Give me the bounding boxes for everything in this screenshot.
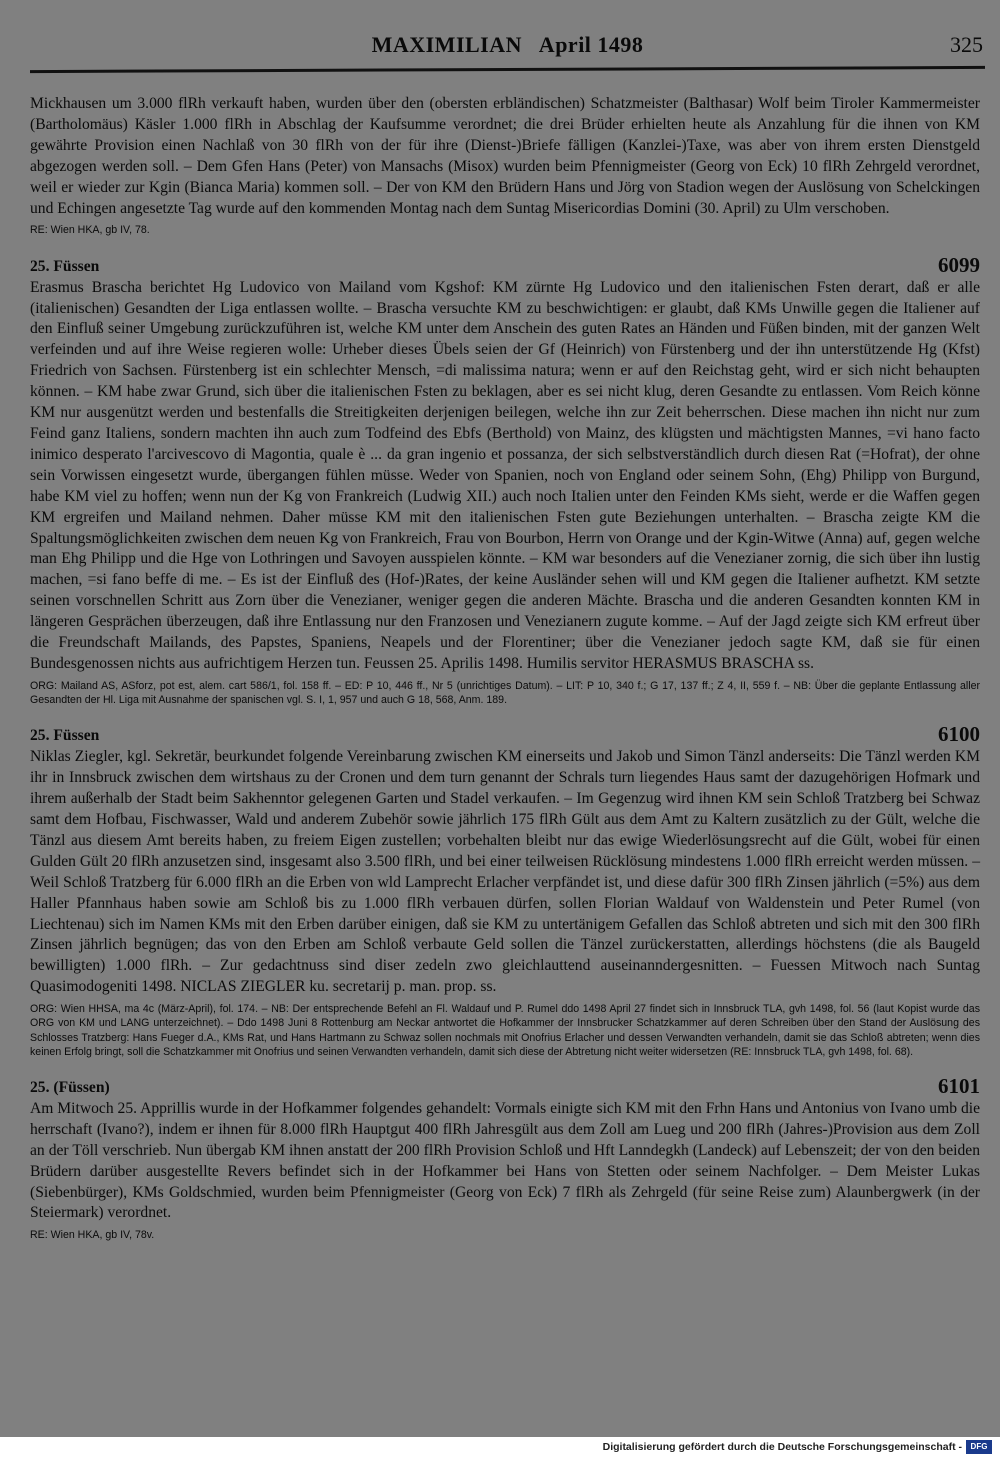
- page-content: [30, 94, 980, 1243]
- dfg-logo: DFG: [966, 1440, 992, 1454]
- entry-note: ORG: Wien HHSA, ma 4c (März-April), fol. 174. – NB: Der entsprechende Befehl an Fl. Waldauf und P. Rumel ddo 1498 April 27 findet sich in Innsbruck TLA, gvh 1498, fol. 56 (laut Kopist wurde das ORG von KM und LANG unterzeichnet). – Ddo 1498 Juni 8 Rottenburg am Neckar antwortet die Hofkammer der Innsbrucker Schatzkammer auf deren Schreiben über den Stand der Auslösung des Schlosses Tratzberg: Hans Fueger d.A., KMs Rat, und Hans Hartmann zu Schwaz sollen nochmals mit Onofrius Erlacher und dessen Verwandten verhandeln, damit sie das Schloß abtreten; wenn dies keinen Erfolg bringt, soll die Schatzkammer mit Onofrius und seinen Verwandten verhandeln, damit sich diese der Abtretung nicht weiter widersetzen (RE: Innsbruck TLA, gvh 1498, fol. 68).: [30, 1003, 980, 1058]
- entry-date: 25. Füssen: [30, 727, 100, 745]
- entry-heading: [30, 250, 980, 278]
- regest-entry-6100: [30, 719, 980, 1059]
- entry-heading: [30, 719, 980, 747]
- funding-credit: Digitalisierung gefördert durch die Deutsche Forschungsgemeinschaft -: [602, 1441, 962, 1453]
- intro-note: RE: Wien HKA, gb IV, 78.: [30, 224, 150, 237]
- page-number: 325: [950, 32, 983, 57]
- entry-text: Erasmus Brascha berichtet Hg Ludovico von Mailand vom Kgshof: KM zürnte Hg Ludovico und den italienischen Fsten derart, daß er alle (italienischen) Gesandten der Liga entlassen wollte. – Brascha versuchte KM zu beschwichtigen: er glaubt, daß KMs Unwille gegen die Italiener auf den Einfluß seiner Umgebung zurückzuführen ist, welche KM unter dem Anschein des guten Rates an Händen und Füßen binden, mit der ganzen Welt verfeinden und auf ihre Weise regieren wolle: Urheber dieses Übels seien der Gf (Heinrich) von Fürstenberg und der ihn unterstützende Hg (Kfst) Friedrich von Sachsen. Fürstenberg ist ein schlechter Mensch, =di malissima natura; wenn er auf den Reichstag geht, wird er sich nicht behaupten können. – KM habe zwar Grund, sich über die italienischen Fsten zu beklagen, aber es sei nicht klug, deren Gesandte zu entlassen. Vom Reich könne KM nur ausgenützt werden und bestenfalls die Streitigkeiten derjenigen beilegen, welche ihn zur Zeit beherrschen. Diese machen ihn nicht nur zum Feind ganz Italiens, sondern machten ihn auch zum Todfeind des Ebfs (Berthold) von Mainz, des klügsten und mächtigsten Mannes, =vi hano facto inimico desperato l'arcivescovo di Magontia, quale è ... da gran ingenio et possanza, der sich selbstverständlich durch diesen Rat (=Hofrat), der ohne sein Vorwissen eingesetzt wurde, übergangen fühlen müsse. Weder von Spanien, noch von England oder seinem Sohn, (Ehg) Philipp von Burgund, habe KM viel zu hoffen; wenn nun der Kg von Frankreich (Ludwig XII.) auch noch Italien unter den Feinden KMs sieht, werde er die Waffen gegen KM ergreifen und Mailand nehmen. Daher müsse KM mit den italienischen Fsten gute Beziehungen unterhalten. – Brascha zeigte KM die Spaltungsmöglichkeiten zwischen dem neuen Kg von Frankreich, Frau von Bourbon, Herrn von Orange und der Kgin-Witwe (Anna) auf, gegen welche man Ehg Philipp und die Hge von Lothringen und Savoyen ausspielen könnte. – KM war besonders auf die Venezianer zornig, die sich über ihn lustig machen, =si fano beffe di me. – Es ist der Einfluß des (Hof-)Rates, der keine Ausländer sehen will und KM gegen die Italiener aufhetzt. KM setzte seinen vorschnellen Schritt aus Zorn über die Venezianer, weniger gegen die anderen Mächte. Brascha und die anderen Gesandten konnten KM in längeren Gesprächen überzeugen, daß ihre Entlassung nur den Franzosen und Venezianern zugute komme. – Auf der Jagd zeigte sich KM erfreut über die Freundschaft Mailands, des Papstes, Spaniens, Neapels und der Florentiner; über die Venezianer jedoch sagte KM, daß sie für einen Bundesgenossen nichts aus aufrichtigem Herzen tun. Feussen 25. Aprilis 1498. Humilis servitor HERASMUS BRASCHA ss.: [30, 278, 980, 672]
- entry-number: 6100: [938, 722, 980, 747]
- entry-number: 6099: [938, 252, 980, 277]
- intro-paragraph: Mickhausen um 3.000 flRh verkauft haben, wurden über den (obersten erbländischen) Schatzmeister (Balthasar) Wolf beim Tiroler Kammermeister (Bartholomäus) Käsler 1.000 flRh in Abschlag der Kaufsumme verordnet; die drei Brüder erhielten heute als Anzahlung für die ihnen von KM gewährte Provision einen Nachlaß von 30 flRh von der für ihre (Dienst-)Briefe fälligen (Kanzlei-)Taxe, was aber von ihrem ersten Dienstgeld abgezogen werden soll. – Dem Gfen Hans (Peter) von Mansachs (Misox) wurden beim Pfennigmeister (Georg von Eck) 10 flRh Zehrgeld verordnet, weil er wieder zur Kgin (Bianca Maria) kommen soll. – Der von KM den Brüdern Hans und Jörg von Stadion wegen der Auslösung von Schelckingen und Echingen angesetzte Tag wurde auf den kommenden Montag nach dem Suntag Misericordias Domini (30. April) zu Ulm verschoben.: [30, 95, 980, 217]
- entry-text: Niklas Ziegler, kgl. Sekretär, beurkundet folgende Vereinbarung zwischen KM einerseits und Jakob und Simon Tänzl anderseits: Die Tänzl werden KM ihr in Innsbruck zwischen dem wirtshaus zu der Cronen und dem turn genannt der Schrals turn liegendes Haus samt der dazugehörigen Hofmark und ihrem außerhalb der Stadt beim Sakhenntor gelegenen Garten und Stadel verkaufen. – Im Gegenzug wird ihnen KM sein Schloß Tratzberg bei Schwaz samt dem Hofbau, Fischwasser, Wald und anderem Zubehör sowie jährlich 175 flRh Gült aus dem Amt zu Kaltern zusätzlich zu der Gült, welche die Tänzl aus diesem Amt bereits haben, zu freiem Eigen zustellen; vorbehalten bleibt nur das ewige Wiederlösungsrecht auf die Gült, wobei für einen Gulden Gült 20 flRh anzusetzen sind, insgesamt also 3.500 flRh, und bei einer teilweisen Rücklösung mindestens 1.000 flRh erreicht werden müssen. – Weil Schloß Tratzberg für 6.000 flRh an die Erben von wld Lamprecht Erlacher verpfändet ist, und diese dafür 300 flRh Zinsen jährlich (=5%) aus dem Haller Pfannhaus haben sowie am Schloß bis zu 1.000 flRh verbauen dürfen, sollen Florian Waldauf von Waldenstein und Peter Rumel (von Liechtenau) sich im Namen KMs mit den Erben darüber einigen, daß sie KM zu untertänigem Gefallen das Schloß abtreten und sich mit den 300 flRh Zinsen jährlich begnügen; das von den Erben am Schloß verbaute Geld sollen die Tänzel zurückerstatten, allerdings höchstens (die als Baugeld bewilligten) 1.000 flRh. – Zur gedachtnuss sind diser zedeln zwo gleichlauttend auseinanndergesnitten. – Fuessen Mitwoch nach Suntag Quasimodogeniti 1498. NICLAS ZIEGLER ku. secretarij p. man. prop. ss.: [30, 748, 980, 996]
- page-header: [30, 32, 985, 68]
- regest-entry-6099: [30, 250, 980, 708]
- running-title: MAXIMILIAN April 1498: [371, 32, 644, 57]
- entry-date: 25. Füssen: [30, 257, 100, 275]
- entry-text: Am Mitwoch 25. Apprillis wurde in der Hofkammer folgendes gehandelt: Vormals einigte sich KM mit den Frhn Hans und Antonius von Ivano umb die herrschaft (Ivano?), indem er ihnen für 8.000 flRh Hauptgut 400 flRh Jahresgült aus dem Zoll am Lueg und 200 flRh (Jahres-)Provision aus dem Zoll an der Töll verschrieb. Nun übergab KM ihnen anstatt der 200 flRh Provision Schloß und Hft Lanndegkh (Landeck) auf Lebenszeit; der von den beiden Brüdern darüber ausgestellte Revers befindet sich in der Hofkammer bei Hans von Stetten oder seinem Nachfolger. – Dem Meister Lukas (Siebenbürger), KMs Goldschmied, wurden beim Pfennigmeister (Georg von Eck) 7 flRh als Zehrgeld (für seine Reise zum) Alaunbergwerk (in der Steiermark) verordnet.: [30, 1099, 980, 1222]
- entry-number: 6101: [938, 1073, 980, 1098]
- regest-entry-6101: [30, 1071, 980, 1243]
- entry-note: RE: Wien HKA, gb IV, 78v.: [30, 1229, 155, 1242]
- entry-note: ORG: Mailand AS, ASforz, pot est, alem. cart 586/1, fol. 158 ff. – ED: P 10, 446 ff., Nr 5 (unrichtiges Datum). – LIT: P 10, 340 f.; G 17, 137 ff.; Z 4, II, 559 f. – NB: Über die geplante Entlassung aller Gesandten der Hl. Liga mit Ausnahme der spanischen vgl. S. I, 1, 957 und auch G 18, 568, Anm. 189.: [30, 679, 980, 707]
- entry-heading: [30, 1071, 980, 1099]
- page-footer: [0, 1437, 1000, 1459]
- entry-date: 25. (Füssen): [30, 1078, 110, 1096]
